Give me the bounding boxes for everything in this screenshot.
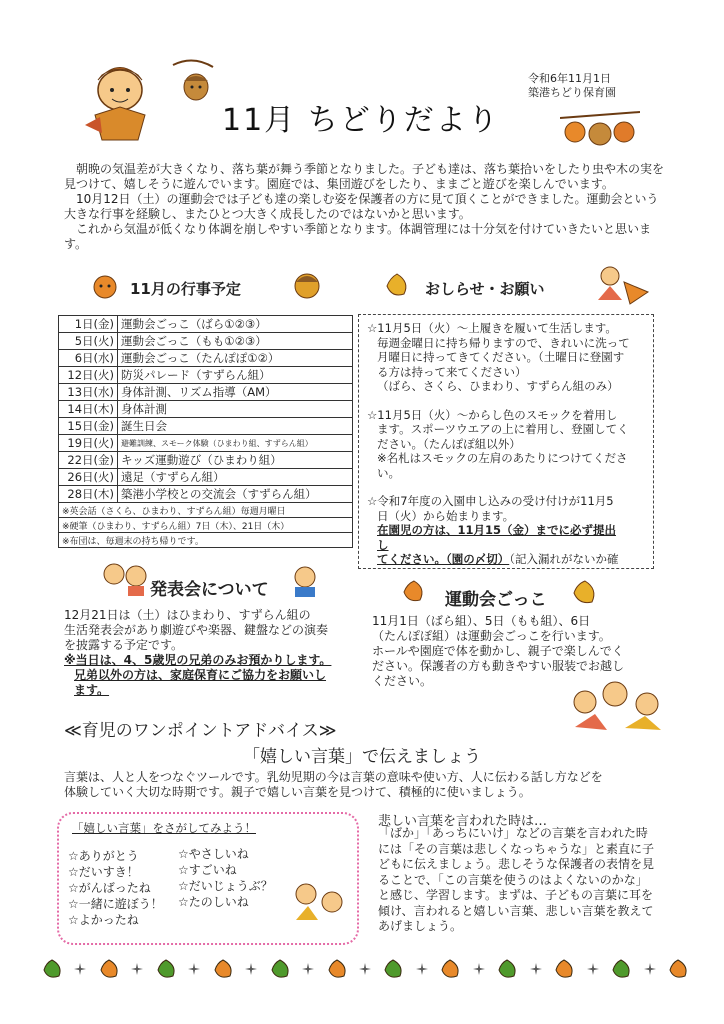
leaf-icon xyxy=(438,958,462,980)
happy-word: ☆がんばったね xyxy=(68,881,151,895)
happyokai-heading: 発表会について xyxy=(150,580,269,600)
happyokai-line: 生活発表会があり劇遊びや楽器、鍵盤などの演奏 xyxy=(64,623,329,637)
leaf-icon xyxy=(325,958,349,980)
advice-line: 言葉は、人と人をつなぐツールです。乳幼児期の今は言葉の意味や使い方、人に伝わる話し方などを xyxy=(64,770,603,784)
intro-text xyxy=(64,162,664,252)
leaf-icon xyxy=(400,578,428,604)
schedule-event: 誕生日会 xyxy=(118,418,353,435)
star-icon xyxy=(74,963,86,975)
happy-word: ☆一緒に遊ぼう！ xyxy=(68,897,163,911)
table-row xyxy=(59,435,353,452)
table-row xyxy=(59,418,353,435)
happy-word: ☆やさしいね xyxy=(178,847,249,861)
table-row xyxy=(59,333,353,350)
schedule-date: 26日(火) xyxy=(59,469,118,486)
table-row xyxy=(59,469,353,486)
schedule-date: 5日(火) xyxy=(59,333,118,350)
sad-words-line: 「ばか」「あっちにいけ」などの言葉を言われた時 xyxy=(378,826,648,840)
star-icon xyxy=(530,963,542,975)
happy-word: ☆だいじょうぶ？ xyxy=(178,879,273,893)
bottom-border xyxy=(40,955,690,983)
star-icon xyxy=(131,963,143,975)
schedule-date: 6日(水) xyxy=(59,350,118,367)
table-row xyxy=(59,367,353,384)
leaf-icon xyxy=(609,958,633,980)
schedule-event: 防災パレード（すずらん組） xyxy=(118,367,353,384)
children-icon xyxy=(100,560,150,598)
table-row xyxy=(59,384,353,401)
header-date-block xyxy=(528,72,616,100)
acorn-icon xyxy=(168,55,218,105)
intro-paragraph: 10月12日（土）の運動会では子ども達の楽しむ姿を保護者の方に見て頂くことができました。運動会という大きな行事を経験し、またひとつ大きく成長したのではないかと思います。 xyxy=(64,192,659,221)
family-icon xyxy=(560,108,640,153)
happyokai-notice: ます。 xyxy=(74,683,110,697)
leaf-icon xyxy=(211,958,235,980)
happy-words-right xyxy=(178,846,273,910)
table-note-row xyxy=(59,533,353,548)
undokai-line: ホールや園庭で体を動かし、親子で楽しんでく xyxy=(372,644,624,658)
leaf-icon xyxy=(666,958,690,980)
undokai-line: ください。 xyxy=(372,674,433,688)
schedule-date: 19日(火) xyxy=(59,435,118,452)
schedule-note: ※英会話（さくら、ひまわり、すずらん組）毎週月曜日 xyxy=(59,503,353,518)
schedule-event: キッズ運動遊び（ひまわり組） xyxy=(118,452,353,469)
schedule-event: 運動会ごっこ（もも①②③） xyxy=(118,333,353,350)
notice-heading: おしらせ・お願い xyxy=(425,280,545,298)
schedule-date: 14日(木) xyxy=(59,401,118,418)
acorn-icon xyxy=(290,268,324,300)
page-title: 11月 ちどりだより xyxy=(222,103,500,138)
sad-words-line: どもに伝えましょう。悲しそうな保護者の表情を見 xyxy=(378,857,655,871)
schedule-event: 避難訓練、スモーク体験（ひまわり組、すずらん組） xyxy=(118,435,353,452)
schedule-event: 遠足（すずらん組） xyxy=(118,469,353,486)
happy-word: ☆よかったね xyxy=(68,913,139,927)
notice-line: 毎週金曜日に持ち帰りますので、きれいに洗って xyxy=(377,335,630,350)
leaf-icon xyxy=(97,958,121,980)
table-row xyxy=(59,350,353,367)
schedule-date: 13日(水) xyxy=(59,384,118,401)
table-row xyxy=(59,316,353,333)
schedule-event: 身体計測 xyxy=(118,401,353,418)
star-icon xyxy=(359,963,371,975)
schedule-table xyxy=(58,315,353,548)
advice-subtitle: 「嬉しい言葉」で伝えましょう xyxy=(243,747,481,767)
star-icon xyxy=(188,963,200,975)
undokai-line: 11月1日（ばら組）、5日（もも組）、6日 xyxy=(372,614,591,628)
star-icon xyxy=(302,963,314,975)
happyokai-line: を披露する予定です。 xyxy=(64,638,184,652)
schedule-note: ※布団は、毎週末の持ち帰りです。 xyxy=(59,533,353,548)
happy-word: ☆だいすき！ xyxy=(68,865,139,879)
children-icon xyxy=(285,563,325,599)
notice-line: 月曜日に持ってきてください。（土曜日に登園す xyxy=(377,350,625,364)
chestnut-icon xyxy=(90,272,120,300)
notice-line: 日（火）から始まります。 xyxy=(377,508,515,523)
happyokai-notice: 兄弟以外の方は、家庭保育にご協力をお願いし xyxy=(74,668,327,682)
sad-words-heading: 悲しい言葉を言われた時は… xyxy=(378,814,548,829)
notice-deadline: し xyxy=(377,537,389,552)
leaf-icon xyxy=(268,958,292,980)
happy-words-left xyxy=(68,848,163,928)
leaf-child-icon xyxy=(80,55,160,145)
children-icon xyxy=(590,262,650,307)
happyokai-text xyxy=(64,608,354,698)
notice-line: い。 xyxy=(377,465,400,480)
children-icon xyxy=(288,878,350,923)
children-icon xyxy=(565,672,670,734)
schedule-date: 15日(金) xyxy=(59,418,118,435)
schedule-date: 22日(金) xyxy=(59,452,118,469)
sad-words-line: 傾け、言われると嬉しい言葉、悲しい言葉を教えて xyxy=(378,903,654,918)
schedule-note: ※硬筆（ひまわり、すずらん組）7日（木）、21日（木） xyxy=(59,518,353,533)
org-name: 築港ちどり保育園 xyxy=(528,86,616,99)
sad-words-line: あげましょう。 xyxy=(378,919,463,933)
intro-paragraph: 朝晩の気温差が大きくなり、落ち葉が舞う季節となりました。子ども達は、落ち葉拾いをしたり虫や木の実を見つけて、嬉しそうに遊んでいます。園庭では、集団遊びをしたり、ままごと遊びを楽しんでいます。 xyxy=(64,162,665,191)
leaf-icon xyxy=(154,958,178,980)
leaf-icon xyxy=(495,958,519,980)
star-icon xyxy=(587,963,599,975)
notice-line: ☆11月5日（火）～上履きを履いて生活します。 xyxy=(367,321,617,335)
sad-words-line: ることで、「この言葉を使うのはよくないのかな」 xyxy=(378,872,648,887)
table-note-row xyxy=(59,518,353,533)
issue-date: 令和6年11月1日 xyxy=(528,72,611,85)
happyokai-notice: ※当日は、4、5歳児の兄弟のみお預かりします。 xyxy=(64,653,332,667)
leaf-icon xyxy=(382,270,412,300)
star-icon xyxy=(644,963,656,975)
schedule-date: 1日(金) xyxy=(59,316,118,333)
sad-words-line: には「その言葉は悲しくなっちゃうな」と素直に子 xyxy=(378,841,655,856)
star-icon xyxy=(473,963,485,975)
leaf-icon xyxy=(381,958,405,980)
happy-word: ☆ありがとう xyxy=(68,849,139,863)
notice-line: ださい。（たんぽぽ組以外） xyxy=(377,436,521,451)
happyokai-line: 12月21日は（土）はひまわり、すずらん組の xyxy=(64,608,311,622)
notice-line: （ばら、さくら、ひまわり、すずらん組のみ） xyxy=(377,379,619,393)
schedule-event: 築港小学校との交流会（すずらん組） xyxy=(118,486,353,503)
notice-deadline: 在園児の方は、11月15（金）までに必ず提出 xyxy=(377,523,617,537)
table-row xyxy=(59,486,353,503)
advice-body xyxy=(64,770,664,800)
leaf-icon xyxy=(570,578,600,606)
happy-words-heading: 「嬉しい言葉」をさがしてみよう！ xyxy=(72,821,256,835)
notice-line: （記入漏れがないか確 xyxy=(509,552,619,566)
intro-paragraph: これから気温が低くなり体調を崩しやすい季節となります。体調管理には十分気を付けていきたいと思います。 xyxy=(64,222,652,251)
table-row xyxy=(59,452,353,469)
sad-words-body xyxy=(378,826,656,935)
schedule-date: 28日(木) xyxy=(59,486,118,503)
happy-word: ☆たのしいね xyxy=(178,895,249,909)
star-icon xyxy=(245,963,257,975)
undokai-line: ださい。保護者の方も動きやすい服装でお越し xyxy=(372,659,625,673)
star-icon xyxy=(416,963,428,975)
schedule-event: 身体計測、リズム指導（AM） xyxy=(118,384,353,401)
schedule-event: 運動会ごっこ（ばら①②③） xyxy=(118,316,353,333)
undokai-heading: 運動会ごっこ xyxy=(445,590,547,610)
leaf-icon xyxy=(40,958,64,980)
schedule-event: 運動会ごっこ（たんぽぽ①②） xyxy=(118,350,353,367)
happy-word: ☆すごいね xyxy=(178,863,237,877)
undokai-line: （たんぽぽ組）は運動会ごっこを行います。 xyxy=(372,629,611,643)
notice-line: ます。スポーツウエアの上に着用し、登園してく xyxy=(377,422,629,436)
leaf-icon xyxy=(552,958,576,980)
advice-title: ≪育児のワンポイントアドバイス≫ xyxy=(64,721,337,741)
schedule-heading: 11月の行事予定 xyxy=(130,280,241,298)
notice-line: る方は持って来てください） xyxy=(377,364,527,379)
notice-line: ※名札はスモックの左肩のあたりにつけてくださ xyxy=(377,451,628,465)
notice-line: ☆11月5日（火）～からし色のスモックを着用し xyxy=(367,407,618,422)
table-row xyxy=(59,401,353,418)
notice-box xyxy=(358,314,654,569)
sad-words-line: と感じ、学習します。まずは、子どもの言葉に耳を xyxy=(378,888,654,902)
advice-line: 体験していく大切な時期です。親子で嬉しい言葉を見つけて、積極的に使いましょう。 xyxy=(64,785,531,799)
notice-deadline: てください。（園の〆切） xyxy=(377,552,510,566)
table-note-row xyxy=(59,503,353,518)
notice-line: ☆令和7年度の入園申し込みの受け付けが11月5 xyxy=(367,494,614,508)
schedule-date: 12日(火) xyxy=(59,367,118,384)
